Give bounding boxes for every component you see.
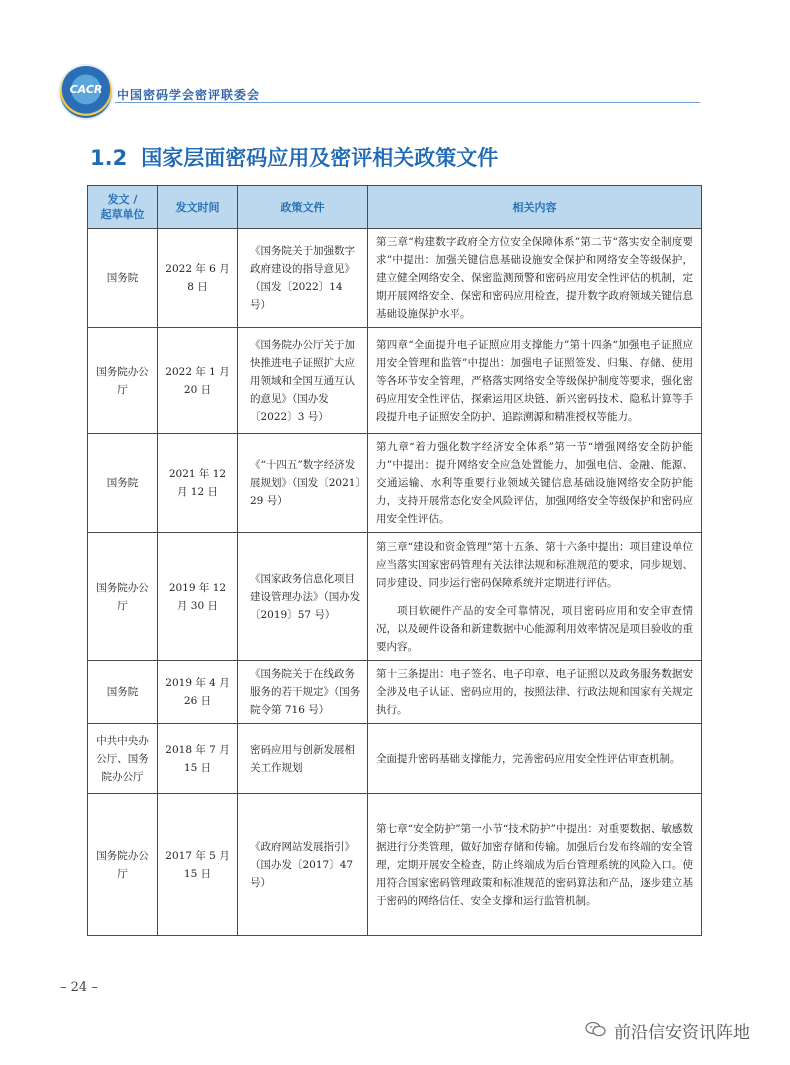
cell-date: 2019 年 4 月 26 日	[158, 661, 238, 724]
header-date: 发文时间	[158, 186, 238, 229]
cell-content: 第七章“安全防护”第一小节“技术防护”中提出：对重要数据、敏感数据进行分类管理，做好加密存储和传输。加强后台发布终端的安全管理，定期开展安全检查，防止终端成为后台管理系统的风险入口。使用符合国家密码管理政策和标准规范的密码算法和产品，逐步建立基于密码的网络信任、安全支撑和运行监管机制。	[368, 794, 702, 936]
cell-content: 第十三条提出：电子签名、电子印章、电子证照以及政务服务数据安全涉及电子认证、密码应用的，按照法律、行政法规和国家有关规定执行。	[368, 661, 702, 724]
cell-date: 2021 年 12 月 12 日	[158, 434, 238, 533]
org-name: 中国密码学会密评联委会	[117, 88, 261, 102]
section-title-text: 国家层面密码应用及密评相关政策文件	[141, 146, 499, 170]
cell-doc: 《国务院办公厅关于加快推进电子证照扩大应用领域和全国互通互认的意见》（国办发〔2022〕3 号）	[238, 328, 368, 434]
cell-date: 2022 年 6 月 8 日	[158, 229, 238, 328]
cell-doc: 《国务院关于在线政务服务的若干规定》（国务院令第 716 号）	[238, 661, 368, 724]
section-number: 1.2	[90, 146, 128, 170]
cell-doc: 《政府网站发展指引》（国办发〔2017〕47 号）	[238, 794, 368, 936]
cell-doc: 《“十四五”数字经济发展规划》（国发〔2021〕29 号）	[238, 434, 368, 533]
section-title	[90, 142, 498, 172]
cell-content: 全面提升密码基础支撑能力，完善密码应用安全性评估审查机制。	[368, 724, 702, 794]
cell-doc: 《国家政务信息化项目建设管理办法》（国办发〔2019〕57 号）	[238, 533, 368, 661]
table-row	[88, 533, 702, 661]
cell-content: 第三章“建设和资金管理”第十五条、第十六条中提出：项目建设单位应当落实国家密码管理有关法律法规和标准规范的要求，同步规划、同步建设、同步运行密码保障系统并定期进行评估。 项目软硬件产品的安全可靠情况，项目密码应用和安全审查情况，以及硬件设备和新建数据中心能源利用效率情况是项目验收的重要内容。	[368, 533, 702, 661]
cell-doc: 密码应用与创新发展相关工作规划	[238, 724, 368, 794]
cell-unit: 国务院	[88, 229, 158, 328]
cell-content: 第三章“构建数字政府全方位安全保障体系”第二节“落实安全制度要求”中提出：加强关键信息基础设施安全保护和网络安全等级保护，建立健全网络安全、保密监测预警和密码应用安全性评估的机制，定期开展网络安全、保密和密码应用检查，提升数字政府领域关键信息基础设施保护水平。	[368, 229, 702, 328]
cell-unit: 国务院办公厅	[88, 328, 158, 434]
cell-date: 2019 年 12 月 30 日	[158, 533, 238, 661]
page-number: – 24 –	[60, 980, 98, 995]
header-divider	[115, 102, 700, 103]
cell-date: 2017 年 5 月 15 日	[158, 794, 238, 936]
table-row	[88, 434, 702, 533]
cell-unit: 国务院	[88, 661, 158, 724]
policy-table	[87, 185, 702, 936]
table-row	[88, 724, 702, 794]
cell-unit: 国务院办公厅	[88, 533, 158, 661]
cell-unit: 中共中央办公厅、国务院办公厅	[88, 724, 158, 794]
cell-doc: 《国务院关于加强数字政府建设的指导意见》（国发〔2022〕14 号）	[238, 229, 368, 328]
cell-content: 第九章“着力强化数字经济安全体系”第一节“增强网络安全防护能力”中提出：提升网络安全应急处置能力，加强电信、金融、能源、交通运输、水利等重要行业领域关键信息基础设施网络安全防护能力，支持开展常态化安全风险评估，加强网络安全等级保护和密码应用安全性评估。	[368, 434, 702, 533]
table-row	[88, 328, 702, 434]
table-row	[88, 661, 702, 724]
cell-unit: 国务院办公厅	[88, 794, 158, 936]
logo-text: CACR	[69, 83, 103, 96]
cell-date: 2022 年 1 月 20 日	[158, 328, 238, 434]
cacr-logo	[60, 66, 112, 118]
table-row	[88, 229, 702, 328]
page-header	[60, 66, 700, 118]
wechat-icon	[585, 1021, 607, 1037]
table-header-row	[88, 186, 702, 229]
watermark-text: 前沿信安资讯阵地	[614, 1023, 750, 1043]
cell-date: 2018 年 7 月 15 日	[158, 724, 238, 794]
header-doc: 政策文件	[238, 186, 368, 229]
header-unit: 发文 / 起草单位	[88, 186, 158, 229]
cell-unit: 国务院	[88, 434, 158, 533]
table-row	[88, 794, 702, 936]
cell-content: 第四章“全面提升电子证照应用支撑能力”第十四条“加强电子证照应用安全管理和监管”中提出：加强电子证照签发、归集、存储、使用等各环节安全管理，严格落实网络安全等级保护制度等要求，强化密码应用安全性评估，探索运用区块链、新兴密码技术、隐私计算等手段提升电子证照安全防护、追踪溯源和精准授权等能力。	[368, 328, 702, 434]
header-content: 相关内容	[368, 186, 702, 229]
